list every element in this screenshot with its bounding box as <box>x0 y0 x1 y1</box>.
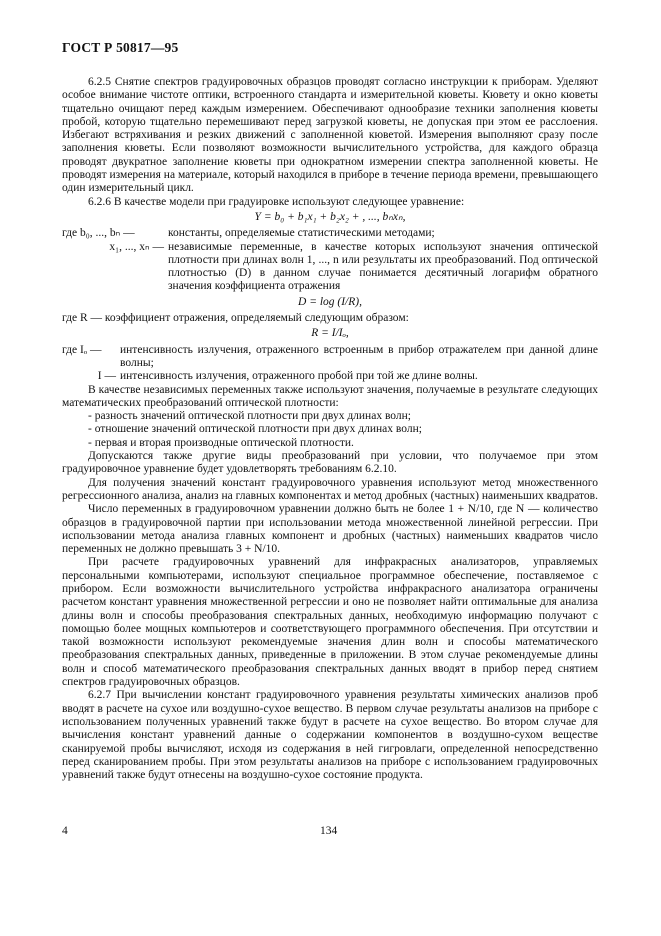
definition-text: интенсивность излучения, отраженного встроенным в прибор отражателем при данной длине волны; <box>120 343 598 369</box>
formula-model: Y = b₀ + b₁x₁ + b₂x₂ + , ..., bₙxₙ, <box>254 210 406 223</box>
definition-symbol: где Iₒ — <box>62 343 102 356</box>
definition-text: независимые переменные, в качестве которых используют значения оптической плотности при длинах волн 1, ..., n или результаты их преобразований. Под оптической плотностью (D) в данном случае понимается десятичный логарифм обратного значения коэффициента отражения <box>168 240 598 293</box>
paragraph-6-2-7: 6.2.7 При вычислении констант градуировочного уравнения результаты химических анализов проб вводят в расчете на сухое или воздушно-сухое вещество. В первом случае результаты анализов на приборе с использованием полученных уравнений также будут в расчете на сухое вещество. Во втором случае для вычисления констант уравнений данные о содержании компонентов в воздушно-сухом веществе сканируемой пробы вычисляют, исходя из содержания в ней гигровлаги, определенной непосредственно перед сканированием пробы. При этом результаты анализов на приборе с использованием градуировочных уравнений также будут отнесены на воздушно-сухое состояние продукта. <box>62 689 598 782</box>
paragraph-6-2-5: 6.2.5 Снятие спектров градуировочных образцов проводят согласно инструкции к приборам. Уделяют особое внимание чистоте оптики, встроенного стандарта и измерительной кюветы. Кювету и окно кюветы тщательно очищают перед каждым измерением. Обеспечивают однообразие техники заполнения кюветы пробой, которую тщательно перемешивают перед загрузкой кюветы, не допуская при этом ее расслоения. Избегают встряхивания и резких движений с заполненной кюветой. Измерения выполняют сразу после заполнения кюветы. Если позволяют возможности вычислительного устройства, для каждого образца проводят двукратное заполнение кюветы при однократном измерении спектра заполненной кюветы. Не проводят измерения на материале, который находился в приборе в течение периода времени, превышающего один измерительный цикл. <box>62 76 598 195</box>
paragraph-constants-method: Для получения значений констант градуировочного уравнения используют метод множественного регрессионного анализа, анализ на главных компонентах и метод дробных (частных) наименьших квадратов. <box>62 476 598 502</box>
formula-r: R = I/Iₒ, <box>311 327 349 340</box>
paragraph-independent-vars: В качестве независимых переменных также используют значения, получаемые в результате следующих математических преобразований оптической плотности: <box>62 383 598 409</box>
paragraph-calculation: При расчете градуировочных уравнений для инфракрасных анализаторов, управляемых персональными компьютерами, используют специальное программное обеспечение, поставляемое с прибором. Если возможности вычислительного устройства инфракрасного анализатора ограничены расчетом констант уравнения множественной регрессии и оно не позволяет найти оптимальные для анализа длины волн и способы преобразования спектральных данных, необходимую информацию получают с помощью более мощных компьютеров и соответствующего программного обеспечения. При отсутствии и такой возможности используют рекомендуемые значения длин волн и способы математического преобразования спектральных данных, приведенные в приложении. В этом случае рекомендуемые длины волн и способ математического преобразования спектральных данных вводят в прибор перед снятием спектров градуировочных образцов. <box>62 556 598 689</box>
document-body <box>62 76 598 782</box>
list-item: - разность значений оптической плотности при двух длинах волн; <box>88 410 411 423</box>
paragraph-variable-count: Число переменных в градуировочном уравнении должно быть не более 1 + N/10, где N — количество образцов в градуировочной партии при использовании метода множественной линейной регрессии. При использовании метода анализа главных компонент и дробных (частных) наименьших квадратов число переменных не должно превышать 3 + N/10. <box>62 503 598 556</box>
definition-symbol: где b₀, ..., bₙ — <box>62 227 135 240</box>
paragraph-6-2-6: 6.2.6 В качестве модели при градуировке используют следующее уравнение: <box>88 195 465 208</box>
definition-io <box>62 344 598 371</box>
page-number: 134 <box>320 825 338 837</box>
definition-i <box>62 370 598 383</box>
definition-x <box>62 241 598 294</box>
definition-b <box>62 227 598 240</box>
definition-symbol: I — <box>97 370 116 383</box>
definition-text: интенсивность излучения, отраженного пробой при той же длине волны. <box>120 370 478 383</box>
document-header: ГОСТ Р 50817—95 <box>62 40 179 55</box>
paragraph-allowed-transforms: Допускаются также другие виды преобразований при условии, что получаемое при этом градуировочное уравнение будет удовлетворять требованиям 6.2.10. <box>62 450 598 476</box>
definition-symbol: x₁, ..., xₙ — <box>109 240 164 253</box>
formula-d: D = log (I/R), <box>298 295 362 308</box>
definition-text: константы, определяемые статистическими методами; <box>168 227 435 240</box>
definition-r: где R — коэффициент отражения, определяемый следующим образом: <box>62 312 409 325</box>
list-item: - первая и вторая производные оптической плотности. <box>88 436 354 449</box>
footer-left-number: 4 <box>62 825 68 837</box>
list-item: - отношение значений оптической плотности при двух длинах волн; <box>88 423 422 436</box>
